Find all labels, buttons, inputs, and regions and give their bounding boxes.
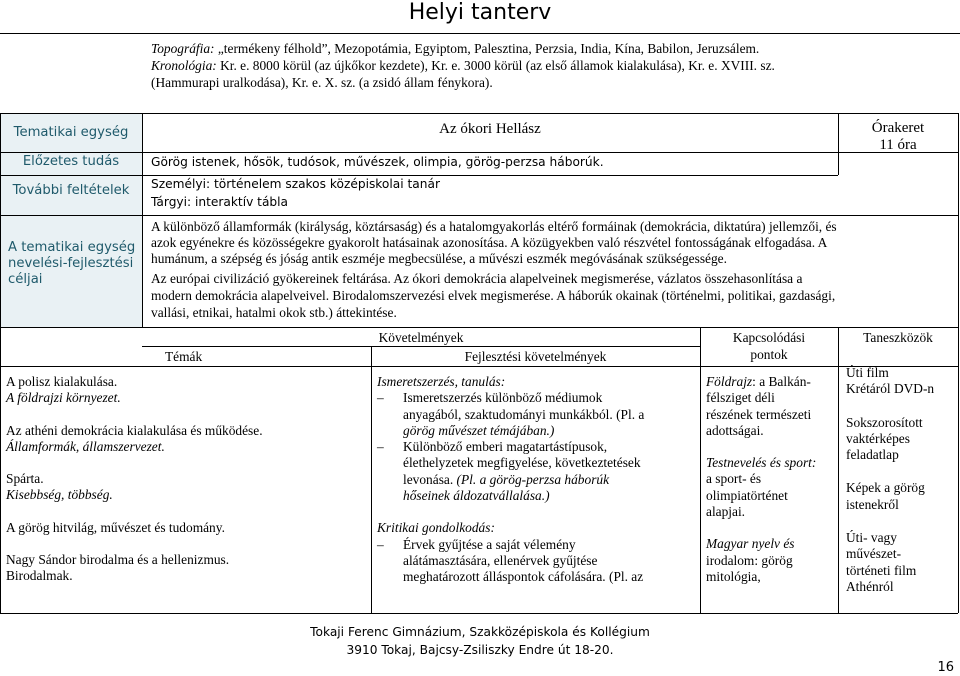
page-number: 16 (937, 660, 954, 675)
taneszkozok-column (846, 365, 958, 595)
taneszkoz-line: Képek a görög (846, 480, 925, 496)
celok-line: azok egyénekre és közösségekre gyakorolt hatásainak azonosítása. A közügyekben való részvétel fontosságának elfogadása. A (151, 235, 828, 250)
kapcsolodasi-line: adottságai. (706, 422, 764, 438)
targyi-feltetel: Tárgyi: interaktív tábla (151, 195, 289, 209)
table-rule (0, 613, 958, 614)
kronologia-text: Kr. e. 8000 körül (az újkőkor kezdete), Kr. e. 3000 körül (az első államok kialakulása), Kr. e. XVIII. sz. (216, 58, 775, 73)
label-column-background (0, 113, 142, 327)
temak-column (6, 374, 368, 585)
celok-line: vallási, etnikai, hatalmi okok stb.) áttekintése. (151, 305, 397, 320)
tema-title: Spárta. (6, 471, 44, 487)
taneszkoz-line: Sokszorosított (846, 414, 923, 430)
kapcsolodasi-column (706, 374, 836, 585)
szemelyi-feltetel: Személyi: történelem szakos középiskolai tanár (151, 177, 440, 191)
tema-item (6, 552, 368, 585)
table-rule (958, 113, 959, 613)
fejlesztesi-item-line (403, 472, 697, 488)
taneszkoz-line: történeti film (846, 562, 917, 578)
fejlesztesi-item-line: anyagából, szaktudományi munkákból. (Pl. a (403, 406, 645, 422)
tema-item (6, 374, 368, 407)
topografia-label: Topográfia: (151, 41, 215, 56)
topografia-line (151, 41, 951, 57)
fejlesztesi-item-line: – Ismeretszerzés különböző médiumok (403, 390, 603, 406)
tema-subtitle: Államformák, államszervezet. (6, 438, 165, 454)
topografia-text: „termékeny félhold”, Mezopotámia, Egyiptom, Palesztina, Perzsia, India, Kína, Babilon, Jeruzsálem. (214, 41, 760, 56)
taneszkoz-line: feladatlap (846, 447, 899, 463)
fejlesztesi-heading: Ismeretszerzés, tanulás: (377, 374, 506, 389)
kronologia-line-2: (Hammurapi uralkodása), Kr. e. X. sz. (a zsidó állam fénykora). (151, 75, 493, 90)
fejlesztesi-item-line: hőseinek áldozatvállalása.) (403, 488, 550, 504)
taneszkoz-line: Krétáról DVD-n (846, 381, 935, 397)
table-rule (0, 113, 958, 114)
temak-header: Témák (165, 349, 203, 364)
table-rule (0, 215, 958, 216)
footer-address: 3910 Tokaj, Bajcsy-Zsiliszky Endre út 18-20. (346, 643, 614, 657)
table-rule (838, 327, 839, 613)
fejlesztesi-header: Fejlesztési követelmények (464, 349, 607, 364)
kapcsolodasi-subject: Testnevelés és sport: (706, 455, 817, 471)
kapcsolodasi-line: részének természeti (706, 406, 812, 422)
kronologia-label: Kronológia: (151, 58, 217, 73)
fejlesztesi-list (377, 390, 697, 504)
table-rule (0, 366, 958, 367)
elozetes-tudas-text: Görög istenek, hősök, tudósok, művészek, olimpia, görög-perzsa háborúk. (151, 155, 604, 169)
kronologia-line (151, 58, 951, 74)
tema-title: Az athéni demokrácia kialakulása és működése. (6, 422, 263, 438)
table-rule (142, 113, 143, 327)
label-elozetes-tudas: Előzetes tudás (22, 154, 120, 169)
fejlesztesi-item-line: – Különböző emberi magatartástípusok, (403, 439, 608, 455)
taneszkoz-line: vaktérképes (846, 430, 910, 446)
taneszkoz-line: istenekről (846, 496, 899, 512)
kapcsolodasi-line: mitológia, (706, 568, 761, 584)
table-rule (0, 327, 958, 328)
kapcsolodasi-line: olimpiatörténet (706, 487, 788, 503)
label-tovabbi-feltetelek: További feltételek (12, 183, 130, 198)
fejlesztesi-item-line: görög művészet témájában.) (403, 422, 555, 438)
kapcsolodasi-line: alapjai. (706, 504, 746, 520)
fejlesztesi-heading: Kritikai gondolkodás: (377, 520, 495, 536)
kapcsolodasi-line: irodalom: görög (706, 552, 793, 568)
fejlesztesi-item (377, 390, 697, 439)
kapcsolodasi-line (706, 374, 836, 390)
taneszkoz-line: Úti film (846, 365, 889, 380)
tema-subtitle: A földrajzi környezet. (6, 390, 121, 406)
orakeret-label: Órakeret (871, 120, 925, 136)
kapcsolodasi-header-1: Kapcsolódási (732, 330, 806, 345)
taneszkoz-line: művészet- (846, 546, 902, 562)
header-divider (0, 33, 960, 34)
tema-title: A görög hitvilág, művészet és tudomány. (6, 519, 225, 535)
table-rule (371, 346, 372, 613)
tema-item (6, 520, 368, 536)
fejlesztesi-text: levonása. (403, 471, 457, 487)
tema-item (6, 471, 368, 504)
fejlesztesi-item-line: meghatározott álláspontok cáfolására. (Pl. az (403, 569, 644, 585)
kapcsolodasi-line: félsziget déli (706, 390, 775, 406)
table-rule (0, 175, 838, 176)
label-tematikai-egyseg: Tematikai egység (13, 125, 129, 140)
orakeret-value: 11 óra (879, 137, 917, 153)
fejlesztesi-item (377, 439, 697, 504)
footer-school-name: Tokaji Ferenc Gimnázium, Szakközépiskola és Kollégium (310, 625, 650, 639)
fejlesztesi-item-line: – Érvek gyűjtése a saját vélemény (403, 536, 576, 552)
celok-line: A különböző államformák (királyság, köztársaság) és a hatalomgyakorlás eltérő formáinak (demokrácia, diktatúra) jellemzői, és (151, 219, 837, 234)
taneszkoz-line: Úti- vagy (846, 530, 897, 546)
fejlesztesi-item-line: alátámasztására, ellenérvek gyűjtése (403, 552, 598, 568)
celok-line: modern demokrácia alapelveivel. Birodalomszervezési elvek megismerése. A háborúk okainak (történelmi, politikai, gazdasági, (151, 288, 836, 303)
fejlesztesi-item-line: élethelyzetek megfigyelése, következtetések (403, 455, 641, 471)
fejlesztesi-item (377, 537, 697, 586)
fejlesztesi-example: (Pl. a görög-perzsa háborúk (456, 471, 610, 487)
celok-line: humánum, a szépség és jóság antik eszméje megbecsülése, a művészi eszmék megóvásának szükségessége. (151, 251, 727, 266)
label-celjai: A tematikai egység nevelési-fejlesztési céljai (8, 240, 136, 287)
tema-title: A polisz kialakulása. (6, 374, 118, 389)
taneszkozok-header: Taneszközök (863, 330, 933, 345)
table-rule (0, 152, 958, 153)
kapcsolodasi-subject: Magyar nyelv és (706, 536, 795, 552)
fejlesztesi-column (377, 374, 697, 586)
unit-title: Az ókori Hellász (439, 121, 541, 137)
fejlesztesi-list (377, 537, 697, 586)
kapcsolodasi-subject: Földrajz (706, 374, 753, 389)
kovetelmenyek-header: Követelmények (378, 330, 464, 345)
kapcsolodasi-line: a sport- és (706, 471, 762, 487)
kapcsolodasi-header-2: pontok (750, 347, 788, 362)
kapcsolodasi-text: : a Balkán- (752, 374, 811, 389)
tema-title: Nagy Sándor birodalma és a hellenizmus. (6, 552, 230, 568)
tema-item (6, 423, 368, 456)
celok-line: Az európai civilizáció gyökereinek feltárása. Az ókori demokrácia alapelveinek megismerése, vázlatos összehasonlítása a (151, 271, 803, 286)
table-rule (700, 327, 701, 613)
taneszkoz-line: Athénról (846, 578, 894, 594)
tema-subtitle: Kisebbség, többség. (6, 487, 113, 503)
tema-subtitle: Birodalmak. (6, 568, 73, 584)
page-header-title: Helyi tanterv (408, 0, 552, 25)
